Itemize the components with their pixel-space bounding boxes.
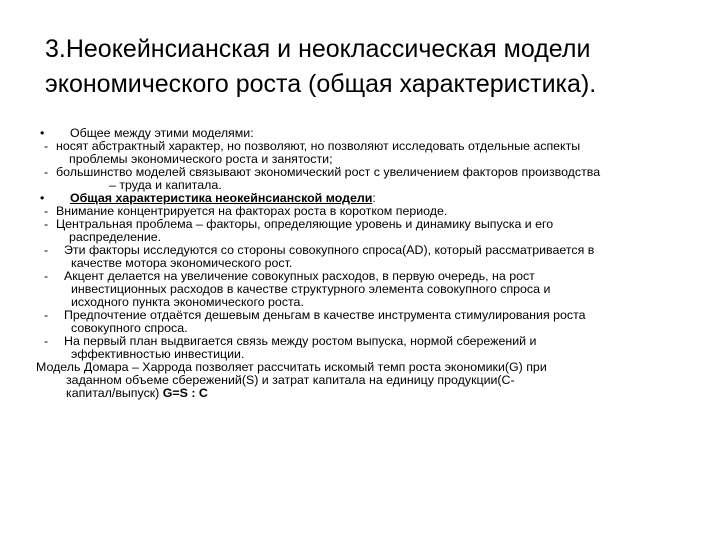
dash-text-cont: – труда и капитала. — [109, 178, 222, 192]
bullet-text: Общее между этими моделями: — [70, 126, 254, 140]
dash-text: Внимание концентрируется на факторах роста в коротком периоде. — [56, 204, 448, 218]
bullet-marker: • — [40, 191, 45, 205]
dash-item — [40, 140, 700, 166]
slide-body — [36, 126, 700, 400]
bullet-marker: • — [40, 126, 45, 140]
dash-text: Предпочтение отдаётся дешевым деньгам в качестве инструмента стимулирования роста — [64, 308, 586, 322]
dash-text: Акцент делается на увеличение совокупных расходов, в первую очередь, на рост — [64, 269, 535, 283]
formula: G=S : C — [162, 386, 208, 400]
dash-item — [40, 244, 700, 270]
paragraph-text-cont: заданном объеме сбережений(S) и затрат капитала на единицу продукции(C- — [66, 373, 515, 387]
dash-text-cont: инвестиционных расходов в качестве структурного элемента совокупного спроса и — [71, 282, 551, 296]
dash-text-cont: распределение. — [69, 230, 162, 244]
dash-item — [40, 270, 700, 309]
dash-text: носят абстрактный характер, но позволяют, но позволяют исследовать отдельные аспекты — [56, 139, 581, 153]
slide-title — [45, 32, 695, 102]
dash-marker: - — [44, 243, 49, 257]
paragraph-text: Модель Домара – Харрода позволяет рассчитать искомый темп роста экономики(G) при — [36, 360, 547, 374]
dash-text-cont: качестве мотора экономического рост. — [71, 256, 293, 270]
dash-marker: - — [44, 269, 49, 283]
dash-marker: - — [44, 139, 49, 153]
heading-colon: : — [372, 191, 376, 205]
dash-text: Центральная проблема – факторы, определяющие уровень и динамику выпуска и его — [56, 217, 554, 231]
dash-text-cont: совокупного спроса. — [71, 321, 188, 335]
dash-text-cont: эффективностью инвестиции. — [71, 347, 245, 361]
model-paragraph — [36, 361, 700, 400]
title-line-1: 3.Неокейнсианская и неоклассическая модели — [45, 35, 591, 63]
dash-item — [40, 309, 700, 335]
paragraph-text-part: капитал/выпуск) — [66, 386, 163, 400]
dash-text-cont: исходного пункта экономического роста. — [71, 295, 304, 309]
dash-text: На первый план выдвигается связь между ростом выпуска, нормой сбережений и — [64, 334, 537, 348]
dash-item — [40, 218, 700, 244]
dash-marker: - — [44, 165, 49, 179]
dash-text-cont: проблемы экономического роста и занятости; — [69, 152, 333, 166]
title-line-2: экономического роста (общая характеристика). — [45, 70, 597, 98]
section-heading: Общая характеристика неокейнсианской модели — [70, 191, 373, 205]
dash-text: большинство моделей связывают экономический рост с увеличением факторов производства — [56, 165, 601, 179]
dash-marker: - — [44, 217, 49, 231]
dash-text: Эти факторы исследуются со стороны совокупного спроса(AD), который рассматривается в — [64, 243, 595, 257]
dash-item — [40, 166, 700, 192]
dash-item — [40, 335, 700, 361]
dash-marker: - — [44, 308, 49, 322]
paragraph-text-cont — [36, 387, 700, 400]
dash-marker: - — [44, 334, 49, 348]
dash-marker: - — [44, 204, 49, 218]
